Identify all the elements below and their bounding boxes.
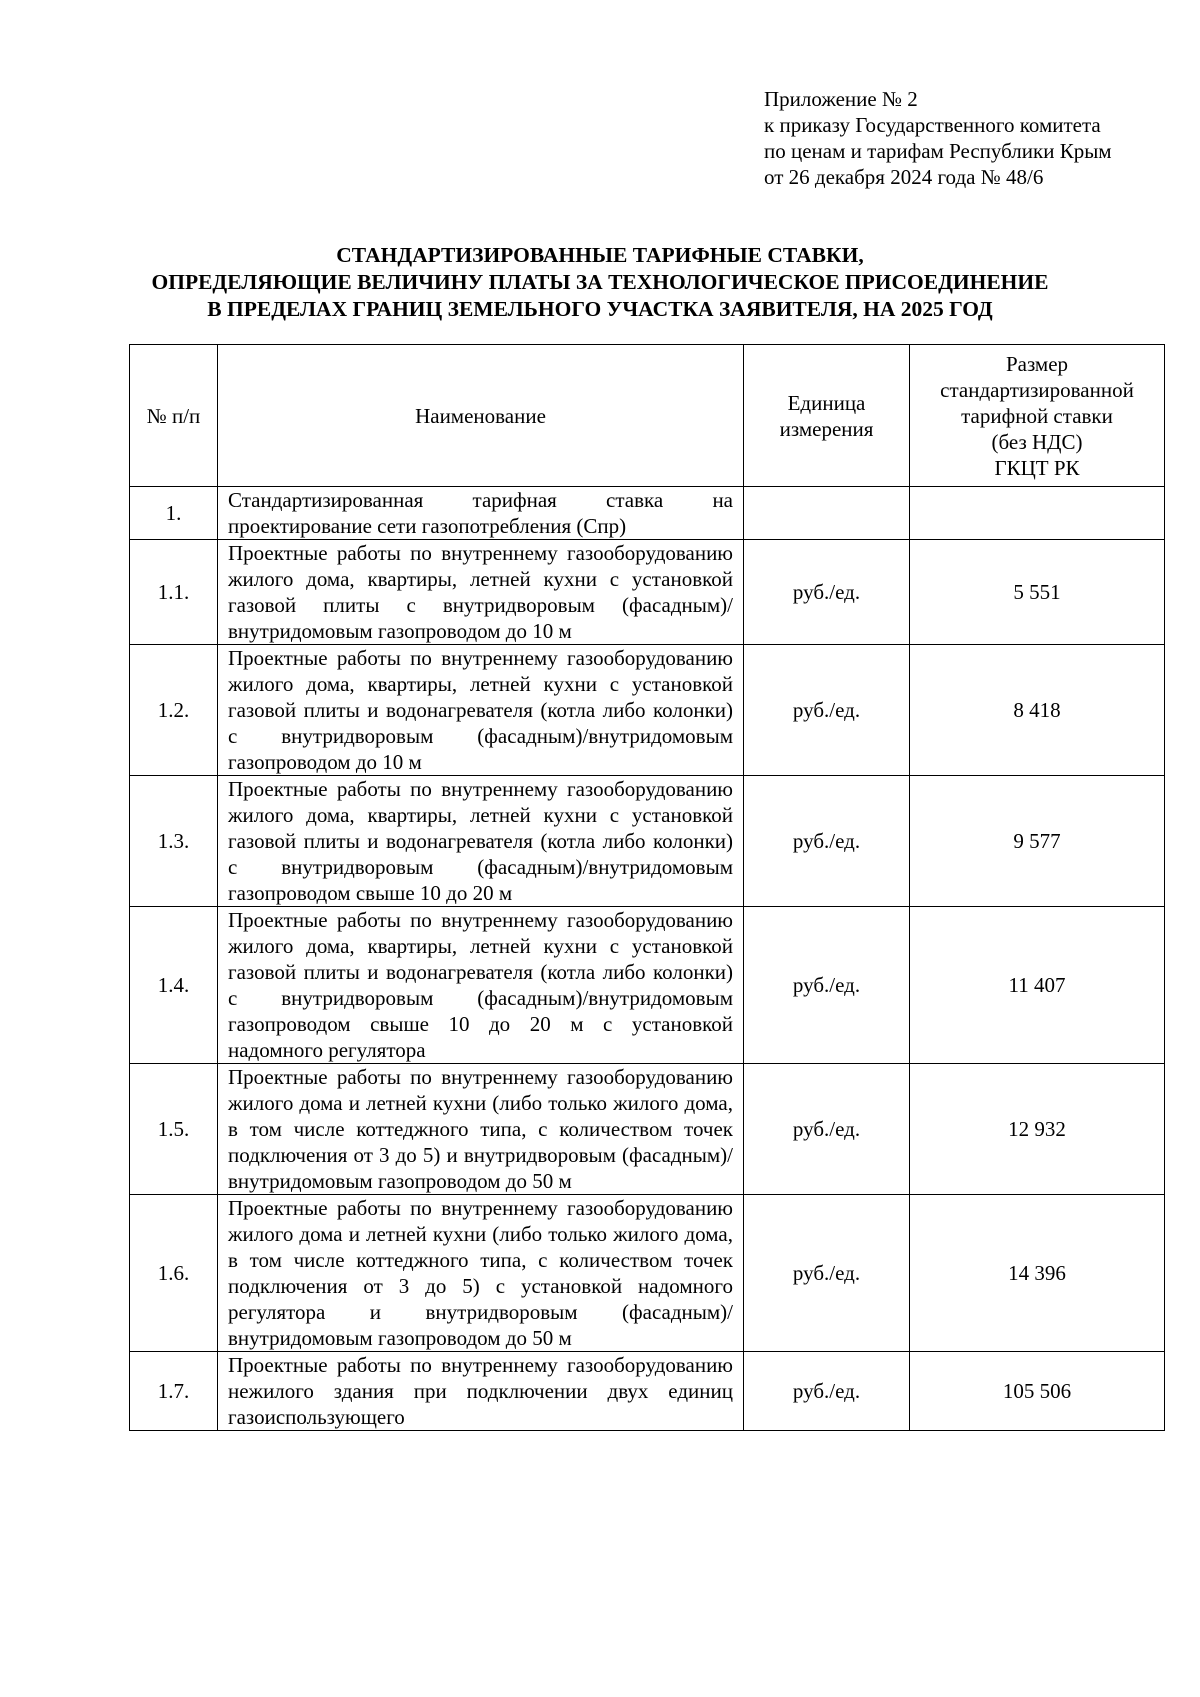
column-header-value-line: Размер — [1005, 351, 1069, 376]
row-number: 1.5. — [130, 1064, 218, 1195]
row-unit: руб./ед. — [744, 1064, 910, 1195]
row-value: 9 577 — [910, 776, 1165, 907]
row-number: 1.6. — [130, 1195, 218, 1352]
column-header-value-line: тарифной ставки — [961, 403, 1113, 428]
title-line: СТАНДАРТИЗИРОВАННЫЕ ТАРИФНЫЕ СТАВКИ, — [336, 243, 864, 267]
column-header-value — [910, 345, 1165, 487]
row-value: 14 396 — [910, 1195, 1165, 1352]
row-value: 11 407 — [910, 907, 1165, 1064]
column-header-unit — [744, 345, 910, 487]
tariff-table — [129, 344, 1165, 1431]
row-number: 1.3. — [130, 776, 218, 907]
row-unit: руб./ед. — [744, 776, 910, 907]
column-header-unit-line: Единица — [787, 390, 866, 415]
row-name: Проектные работы по внутреннему газооборудованию жилого дома, квартиры, летней кухни с установкой газовой плиты с внутридворовым (фасадным)/внутридомовым газопроводом до 10 м — [218, 540, 744, 645]
row-value — [910, 487, 1165, 540]
row-unit: руб./ед. — [744, 1195, 910, 1352]
title-line: ОПРЕДЕЛЯЮЩИЕ ВЕЛИЧИНУ ПЛАТЫ ЗА ТЕХНОЛОГИЧЕСКОЕ ПРИСОЕДИНЕНИЕ — [151, 270, 1049, 294]
table-row — [130, 1195, 1165, 1352]
appendix-line: Приложение № 2 — [764, 87, 918, 111]
row-unit — [744, 487, 910, 540]
row-value: 105 506 — [910, 1352, 1165, 1431]
table-row — [130, 487, 1165, 540]
column-header-number: № п/п — [130, 345, 218, 487]
appendix-line: по ценам и тарифам Республики Крым — [764, 139, 1112, 163]
row-unit: руб./ед. — [744, 645, 910, 776]
column-header-name: Наименование — [218, 345, 744, 487]
row-number: 1.2. — [130, 645, 218, 776]
table-row — [130, 540, 1165, 645]
table-row — [130, 907, 1165, 1064]
row-value: 12 932 — [910, 1064, 1165, 1195]
row-unit: руб./ед. — [744, 540, 910, 645]
row-name: Проектные работы по внутреннему газооборудованию жилого дома, квартиры, летней кухни с установкой газовой плиты и водонагревателя (котла либо колонки) с внутридворовым (фасадным)/внутридомовым газопроводом свыше 10 до 20 м с установкой надомного регулятора — [218, 907, 744, 1064]
table-row — [130, 776, 1165, 907]
table-header-row — [130, 345, 1165, 487]
column-header-value-line: ГКЦТ РК — [994, 455, 1080, 480]
row-number: 1.4. — [130, 907, 218, 1064]
row-name: Проектные работы по внутреннему газооборудованию жилого дома, квартиры, летней кухни с установкой газовой плиты и водонагревателя (котла либо колонки) с внутридворовым (фасадным)/внутридомовым газопроводом свыше 10 до 20 м — [218, 776, 744, 907]
row-value: 8 418 — [910, 645, 1165, 776]
table-row — [130, 645, 1165, 776]
row-name: Проектные работы по внутреннему газооборудованию нежилого здания при подключении двух единиц газоиспользующего — [218, 1352, 744, 1431]
row-unit: руб./ед. — [744, 907, 910, 1064]
row-number: 1. — [130, 487, 218, 540]
title-line: В ПРЕДЕЛАХ ГРАНИЦ ЗЕМЕЛЬНОГО УЧАСТКА ЗАЯВИТЕЛЯ, НА 2025 ГОД — [207, 297, 993, 321]
row-value: 5 551 — [910, 540, 1165, 645]
row-unit: руб./ед. — [744, 1352, 910, 1431]
row-name: Стандартизированная тарифная ставка на проектирование сети газопотребления (Спр) — [218, 487, 744, 540]
row-name: Проектные работы по внутреннему газооборудованию жилого дома и летней кухни (либо только жилого дома, в том числе коттеджного типа, с количеством точек подключения от 3 до 5) с установкой надомного регулятора и внутридворовым (фасадным)/внутридомовым газопроводом до 50 м — [218, 1195, 744, 1352]
column-header-unit-line: измерения — [779, 416, 874, 441]
appendix-line: к приказу Государственного комитета — [764, 113, 1101, 137]
table-row — [130, 1064, 1165, 1195]
document-title — [0, 242, 1200, 323]
column-header-value-line: стандартизированной — [940, 377, 1134, 402]
row-name: Проектные работы по внутреннему газооборудованию жилого дома и летней кухни (либо только жилого дома, в том числе коттеджного типа, с количеством точек подключения от 3 до 5) и внутридворовым (фасадным)/внутридомовым газопроводом до 50 м — [218, 1064, 744, 1195]
row-number: 1.7. — [130, 1352, 218, 1431]
table-row — [130, 1352, 1165, 1431]
column-header-value-line: (без НДС) — [991, 429, 1083, 454]
appendix-line: от 26 декабря 2024 года № 48/6 — [764, 165, 1044, 189]
row-number: 1.1. — [130, 540, 218, 645]
row-name: Проектные работы по внутреннему газооборудованию жилого дома, квартиры, летней кухни с установкой газовой плиты и водонагревателя (котла либо колонки) с внутридворовым (фасадным)/внутридомовым газопроводом до 10 м — [218, 645, 744, 776]
appendix-header — [764, 86, 1112, 190]
